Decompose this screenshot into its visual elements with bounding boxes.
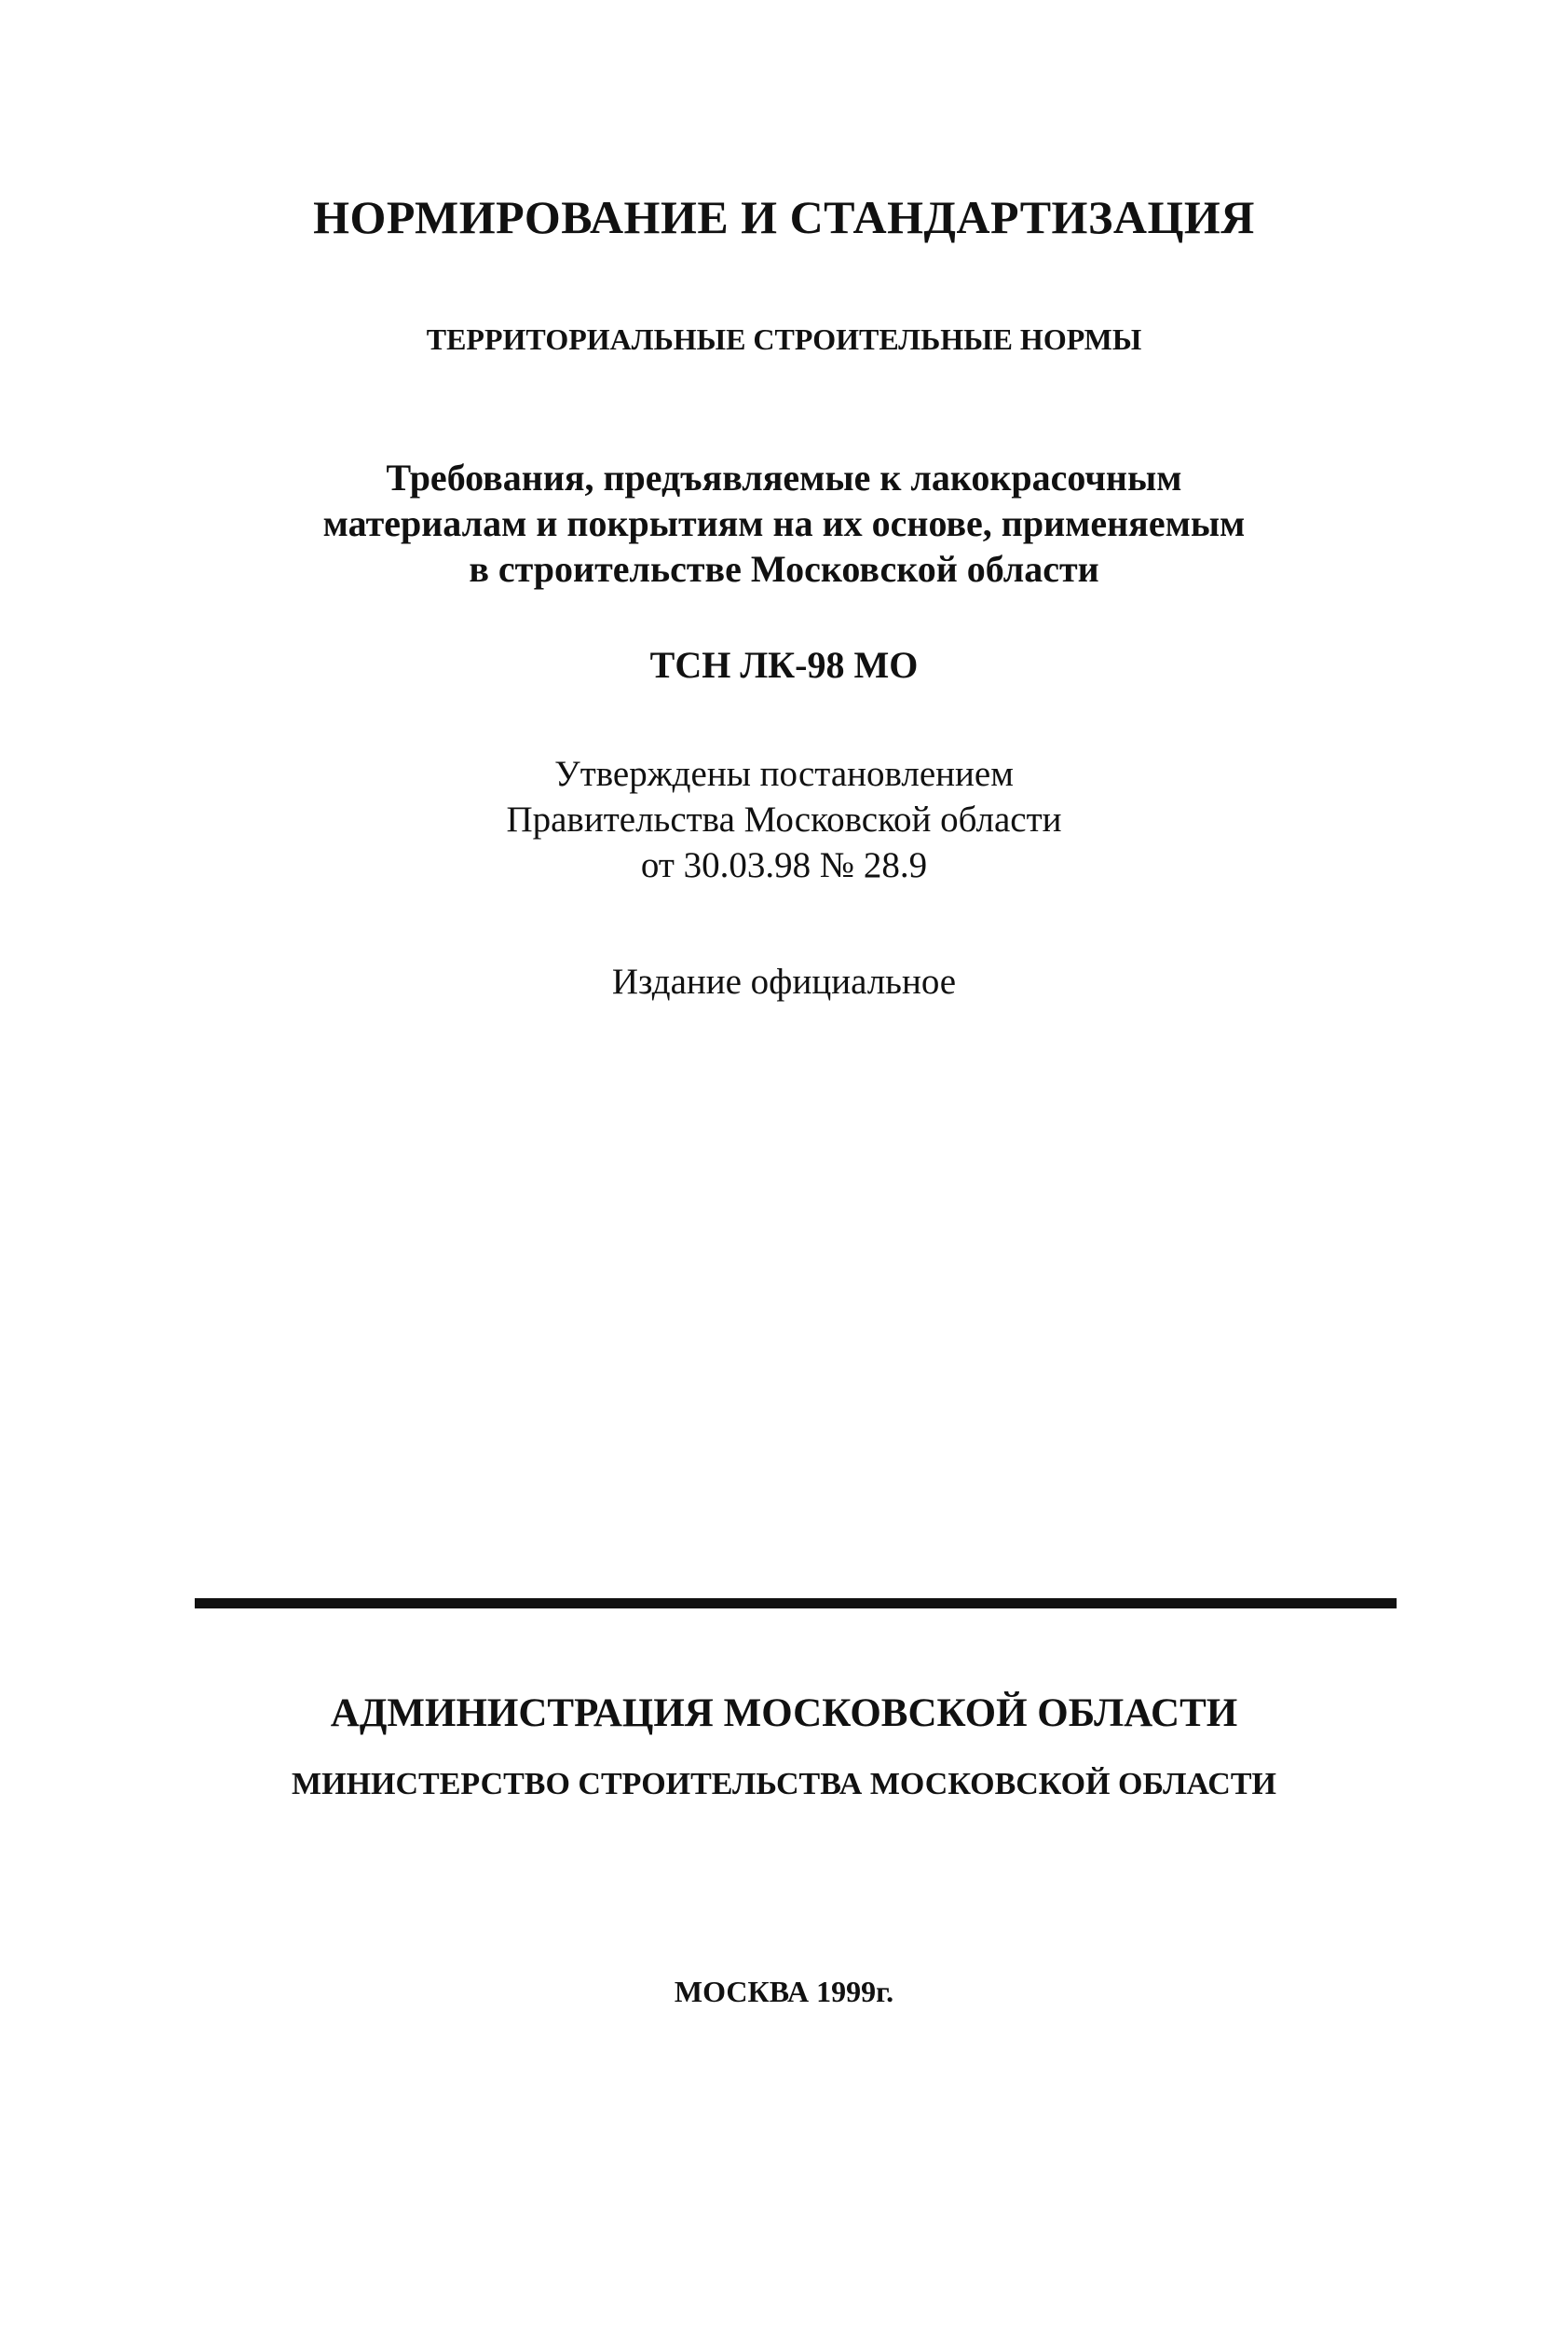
document-title [0,455,1568,592]
administration-name: АДМИНИСТРАЦИЯ МОСКОВСКОЙ ОБЛАСТИ [330,1691,1238,1735]
approval-line: Утверждены постановлением [554,754,1014,794]
city-year: МОСКВА 1999г. [674,1975,894,2008]
main-heading: НОРМИРОВАНИЕ И СТАНДАРТИЗАЦИЯ [313,191,1255,243]
approval-note [0,751,1568,888]
title-line: материалам и покрытиям на их основе, применяемым [322,502,1246,544]
sub-heading: ТЕРРИТОРИАЛЬНЫЕ СТРОИТЕЛЬНЫЕ НОРМЫ [426,322,1142,356]
ministry-name: МИНИСТЕРСТВО СТРОИТЕЛЬСТВА МОСКОВСКОЙ ОБЛАСТИ [292,1767,1276,1801]
approval-line: Правительства Московской области [506,800,1062,840]
edition-note: Издание официальное [611,962,957,1002]
horizontal-divider [195,1598,1397,1608]
title-line: Требования, предъявляемые к лакокрасочным [386,457,1182,499]
document-code: ТСН ЛК-98 МО [649,644,919,686]
title-line: в строительстве Московской области [469,548,1099,590]
approval-line: от 30.03.98 № 28.9 [640,845,928,885]
